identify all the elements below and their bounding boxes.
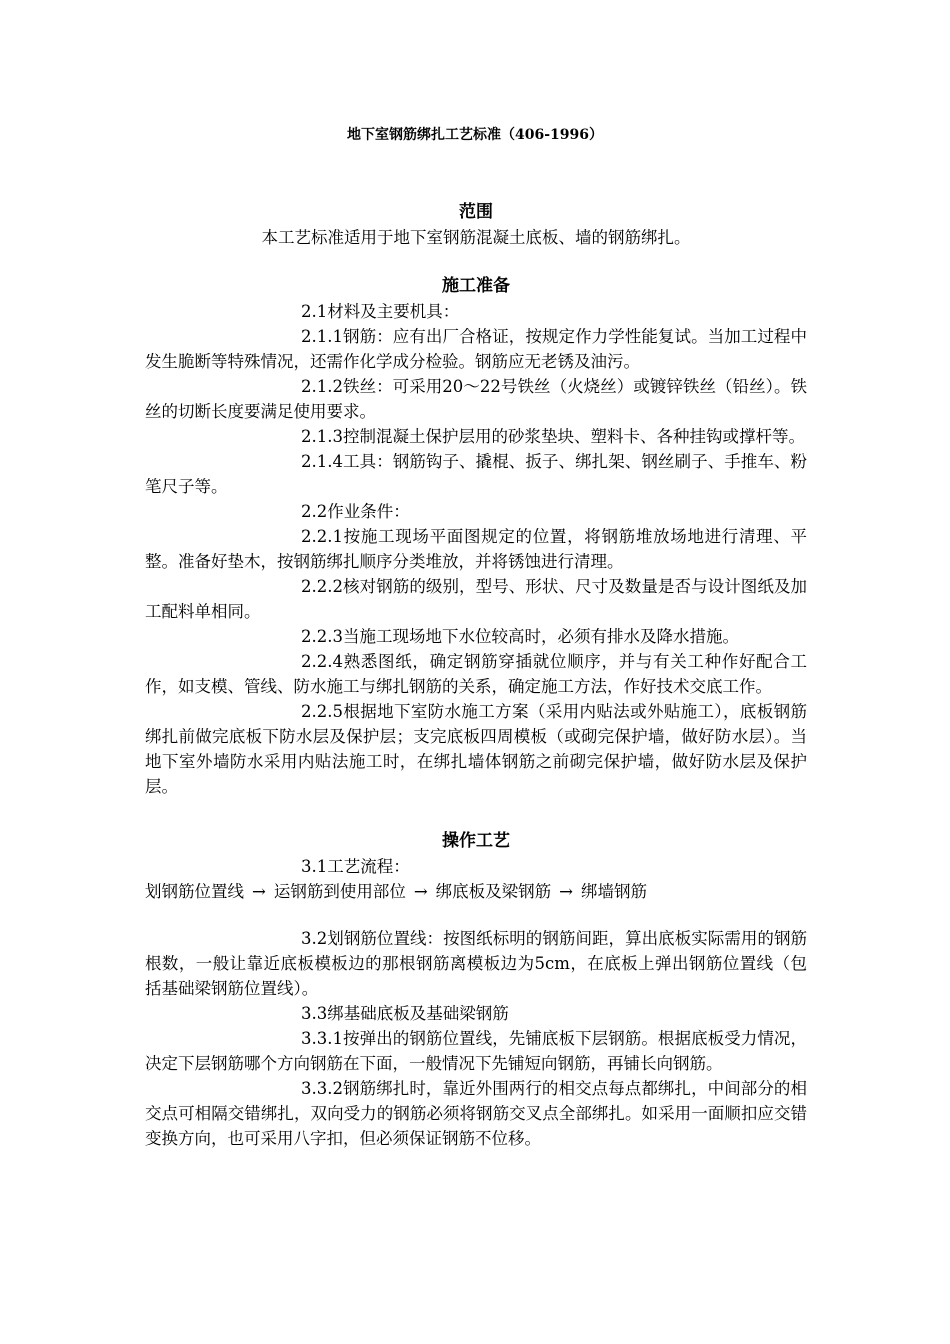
clause-2-2-1 xyxy=(145,524,807,574)
clause-text: 铁丝：可采用20～22号铁丝（火烧丝）或镀锌铁丝（铅丝）。铁丝的切断长度要满足使用要求。 xyxy=(145,377,807,421)
clause-3-3-2 xyxy=(145,1076,807,1151)
clause-number: 3.1 xyxy=(301,857,328,876)
flow-step: 绑墙钢筋 xyxy=(580,882,647,901)
clause-text: 控制混凝土保护层用的砂浆垫块、塑料卡、各种挂钩或撑杆等。 xyxy=(342,427,805,446)
section-heading-operation: 操作工艺 xyxy=(442,831,510,851)
clause-2-2-3 xyxy=(145,624,807,649)
clause-number: 2.1.2 xyxy=(301,377,343,396)
clause-text: 划钢筋位置线：按图纸标明的钢筋间距，算出底板实际需用的钢筋根数，一般让靠近底板模板边的那根钢筋离模板边为5cm，在底板上弹出钢筋位置线（包括基础梁钢筋位置线）。 xyxy=(145,929,807,998)
clause-text: 绑基础底板及基础梁钢筋 xyxy=(327,1004,509,1023)
clause-number: 3.2 xyxy=(301,929,328,948)
process-flow xyxy=(145,879,807,904)
clause-number: 2.1.3 xyxy=(301,427,343,446)
document-body xyxy=(145,200,807,1151)
clause-number: 2.2.3 xyxy=(301,627,343,646)
clause-3-2 xyxy=(145,926,807,1001)
clause-number: 3.3.2 xyxy=(301,1079,343,1098)
clause-2-2-5 xyxy=(145,699,807,799)
clause-2-1 xyxy=(145,299,807,324)
clause-number: 2.2.5 xyxy=(301,702,343,721)
clause-text: 核对钢筋的级别，型号、形状、尺寸及数量是否与设计图纸及加工配料单相同。 xyxy=(145,577,807,621)
clause-text: 钢筋：应有出厂合格证，按规定作力学性能复试。当加工过程中发生脆断等特殊情况，还需作化学成分检验。钢筋应无老锈及油污。 xyxy=(145,327,807,371)
clause-text: 根据地下室防水施工方案（采用内贴法或外贴施工），底板钢筋绑扎前做完底板下防水层及保护层；支完底板四周模板（或砌完保护墙，做好防水层）。当地下室外墙防水采用内贴法施工时，在绑扎墙体钢筋之前砌完保护墙，做好防水层及保护层。 xyxy=(145,702,807,796)
clause-2-1-2 xyxy=(145,374,807,424)
clause-text: 工艺流程： xyxy=(327,857,410,876)
clause-2-2-4 xyxy=(145,649,807,699)
arrow-right-icon: → xyxy=(413,882,428,901)
arrow-right-icon: → xyxy=(559,882,573,901)
clause-number: 2.1.4 xyxy=(301,452,343,471)
clause-number: 2.1 xyxy=(301,302,328,321)
clause-text: 当施工现场地下水位较高时，必须有排水及降水措施。 xyxy=(342,627,739,646)
flow-step: 运钢筋到使用部位 xyxy=(273,882,406,901)
scope-paragraph: 本工艺标准适用于地下室钢筋混凝土底板、墙的钢筋绑扎。 xyxy=(261,228,691,247)
clause-2-1-1 xyxy=(145,324,807,374)
document-title: 地下室钢筋绑扎工艺标准（406-1996） xyxy=(347,127,603,143)
clause-2-1-4 xyxy=(145,449,807,499)
clause-2-2 xyxy=(145,499,807,524)
clause-text: 按施工现场平面图规定的位置，将钢筋堆放场地进行清理、平整。准备好垫木，按钢筋绑扎顺序分类堆放，并将锈蚀进行清理。 xyxy=(145,527,807,571)
section-heading-preparation: 施工准备 xyxy=(442,276,510,296)
flow-step: 划钢筋位置线 xyxy=(145,882,244,901)
clause-text: 工具：钢筋钩子、撬棍、扳子、绑扎架、钢丝刷子、手推车、粉笔尺子等。 xyxy=(145,452,807,496)
clause-number: 3.3.1 xyxy=(301,1029,343,1048)
clause-number: 2.2 xyxy=(301,502,328,521)
clause-3-3-1 xyxy=(145,1026,807,1076)
clause-2-2-2 xyxy=(145,574,807,624)
clause-text: 按弹出的钢筋位置线，先铺底板下层钢筋。根据底板受力情况，决定下层钢筋哪个方向钢筋在下面，一般情况下先铺短向钢筋，再铺长向钢筋。 xyxy=(145,1029,807,1073)
arrow-right-icon: → xyxy=(252,882,266,901)
clause-number: 3.3 xyxy=(301,1004,328,1023)
flow-step: 绑底板及梁钢筋 xyxy=(435,882,552,901)
clause-number: 2.2.1 xyxy=(301,527,343,546)
clause-text: 材料及主要机具： xyxy=(327,302,460,321)
clause-text: 熟悉图纸，确定钢筋穿插就位顺序，并与有关工种作好配合工作，如支模、管线、防水施工与绑扎钢筋的关系，确定施工方法，作好技术交底工作。 xyxy=(145,652,807,696)
clause-3-3 xyxy=(145,1001,807,1026)
clause-number: 2.2.4 xyxy=(301,652,343,671)
clause-2-1-3 xyxy=(145,424,807,449)
section-heading-scope: 范围 xyxy=(459,202,493,222)
clause-number: 2.1.1 xyxy=(301,327,343,346)
spacer xyxy=(145,904,807,926)
clause-text: 作业条件： xyxy=(327,502,410,521)
clause-text: 钢筋绑扎时，靠近外围两行的相交点每点都绑扎，中间部分的相交点可相隔交错绑扎，双向受力的钢筋必须将钢筋交叉点全部绑扎。如采用一面顺扣应交错变换方向，也可采用八字扣，但必须保证钢筋不位移。 xyxy=(145,1079,807,1148)
clause-3-1 xyxy=(145,854,807,879)
clause-number: 2.2.2 xyxy=(301,577,343,596)
